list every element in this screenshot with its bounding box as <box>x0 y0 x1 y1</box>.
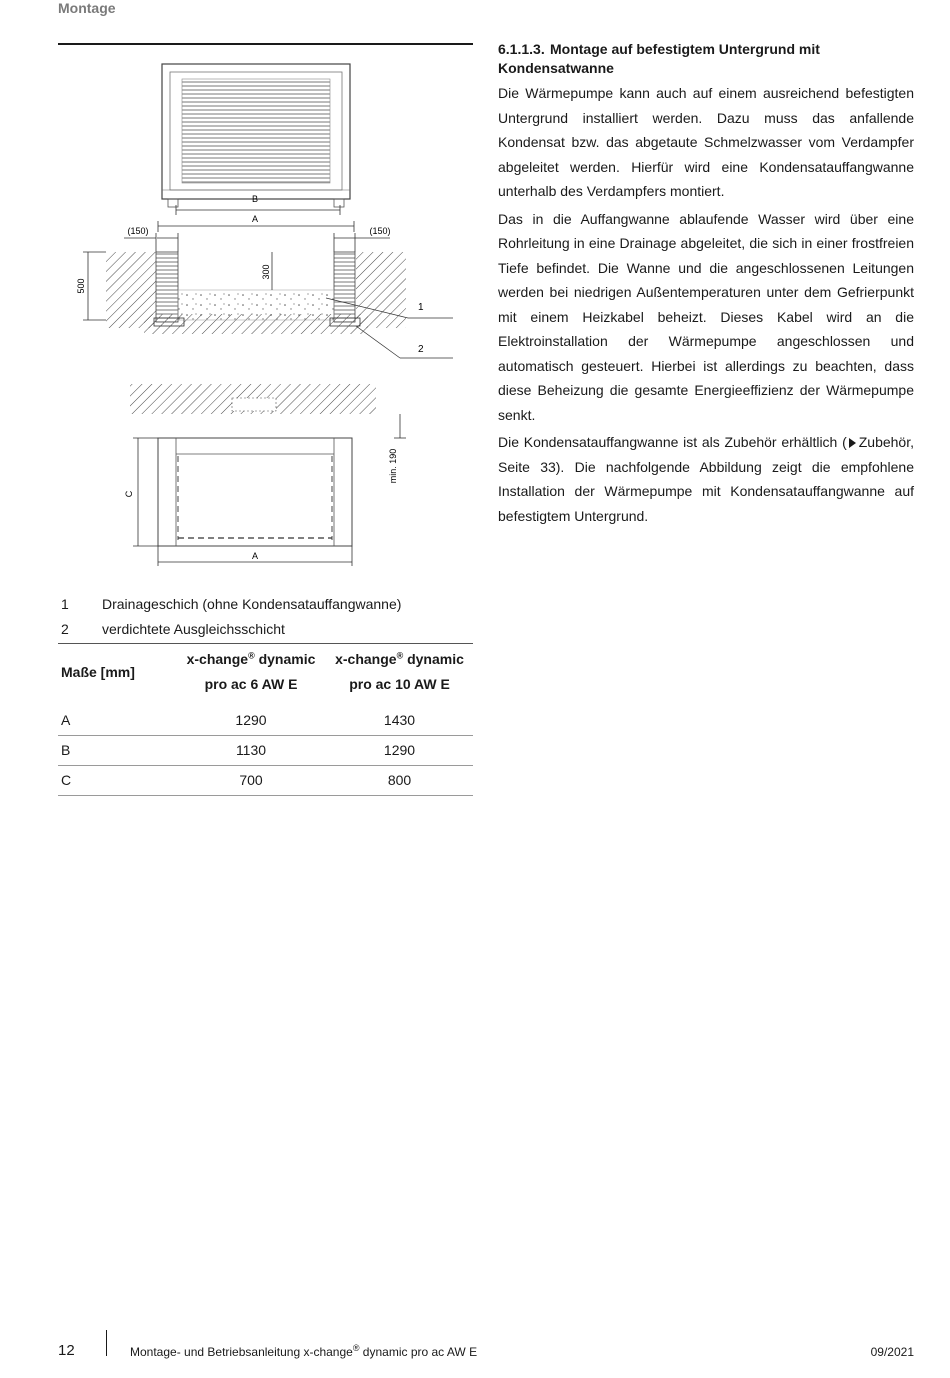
paragraph-text: ). Die nachfolgende Abbildung zeigt die empfohlene Installation der Wärmepumpe mit Kondensatauffangwanne auf befestigtem Untergrund. <box>498 458 914 524</box>
table-col-label: Maße [mm] <box>61 663 135 680</box>
cell-value: 1290 <box>326 735 473 765</box>
table-header-row <box>58 646 473 705</box>
col-header-line1: dynamic <box>403 651 464 667</box>
cross-reference-arrow-icon <box>849 438 856 448</box>
cell-value: 1290 <box>176 705 326 735</box>
figure-legend <box>58 591 473 641</box>
legend-number: 1 <box>61 595 69 612</box>
registered-mark: ® <box>352 1343 360 1353</box>
legend-item <box>58 591 473 616</box>
section-number: 6.1.1.3. <box>498 41 545 57</box>
dimensions-table <box>58 646 473 796</box>
registered-mark: ® <box>396 650 404 661</box>
table-col-header <box>326 646 473 705</box>
header-rule <box>58 43 473 45</box>
offset-right-label: (150) <box>369 226 391 236</box>
cell-value: 800 <box>326 765 473 795</box>
dimension-b-label: B <box>251 194 259 204</box>
paragraph <box>498 430 914 528</box>
col-header-line1: dynamic <box>254 651 316 667</box>
section-heading <box>498 40 914 78</box>
paragraph: Das in die Auffangwanne ablaufende Wasser wird über eine Rohrleitung in eine Drainage abgeleitet, die sich in einer frostfreien Tiefe befindet. Die Wanne und die angeschlossenen Leitungen werden bei niedrigen Außentemperaturen unter dem Gefrierpunkt mit einem Heizkabel beheizt. Dieses Kabel wird an die Elektroinstallation der Wärmepumpe angeschlossen und automatisch gesteuert. Hierbei ist allerdings zu beachten, dass diese Beheizung die gesamte Energieeffizienz der Wärmepumpe senkt. <box>498 210 914 423</box>
section-title: Montage auf befestigtem Untergrund mit Kondensatwanne <box>498 41 820 76</box>
table-row <box>58 765 473 795</box>
footer-date: 09/2021 <box>870 1345 914 1359</box>
row-label: C <box>58 765 176 795</box>
registered-mark: ® <box>248 650 255 661</box>
col-header-line2: pro ac 10 AW E <box>349 676 450 692</box>
installation-figure <box>58 52 473 572</box>
table-row <box>58 735 473 765</box>
page-number: 12 <box>58 1342 75 1359</box>
legend-text: verdichtete Ausgleichsschicht <box>102 620 285 637</box>
dimension-a-label: A <box>251 214 259 224</box>
depth-500-label: 500 <box>76 278 86 294</box>
block-right <box>334 252 355 322</box>
table-col-header <box>176 646 326 705</box>
heat-pump-plan <box>158 438 352 546</box>
col-header-brand: x-change <box>186 651 249 667</box>
legend-rule <box>58 643 473 644</box>
legend-item <box>58 616 473 641</box>
drainage-layer <box>178 290 334 320</box>
legend-text: Drainageschich (ohne Kondensatauffangwanne) <box>102 595 402 612</box>
col-header-brand: x-change <box>335 651 397 667</box>
depth-300-label: 300 <box>261 264 271 280</box>
cell-value: 1430 <box>326 705 473 735</box>
running-header: Montage <box>58 0 116 16</box>
row-label: A <box>58 705 176 735</box>
heat-pump-front <box>162 64 350 207</box>
paragraph-text: Die Kondensatauffangwanne ist als Zubehör erhältlich ( <box>498 434 847 450</box>
offset-left-label: (150) <box>127 226 149 236</box>
callout-2-label: 2 <box>418 344 424 355</box>
footer-divider <box>106 1330 107 1356</box>
table-row <box>58 705 473 735</box>
block-left <box>156 252 178 322</box>
cell-value: 700 <box>176 765 326 795</box>
min-190-label: min. 190 <box>388 448 398 484</box>
paragraph: Die Wärmepumpe kann auch auf einem ausreichend befestigten Untergrund installiert werden. Dazu muss das anfallende Kondensat bzw. das abgetaute Schmelzwasser vom Verdampfer abgeleitet werden. Hierfür wird eine Kondensatauffangwanne unterhalb des Verdampfers montiert. <box>498 85 914 199</box>
col-header-line2: pro ac 6 AW E <box>204 676 298 692</box>
footer-document-title <box>130 1345 477 1359</box>
dimension-a-bottom-label: A <box>251 551 259 561</box>
row-label: B <box>58 735 176 765</box>
section-body <box>498 40 914 528</box>
cross-reference-link[interactable]: Zubehör, Seite 33 <box>498 434 914 475</box>
cell-value: 1130 <box>176 735 326 765</box>
footer-title-part: dynamic pro ac AW E <box>359 1345 478 1359</box>
callout-1-label: 1 <box>418 302 424 313</box>
legend-number: 2 <box>61 620 69 637</box>
dimension-c-label: C <box>124 490 134 498</box>
footer-title-part: Montage- und Betriebsanleitung x-change <box>130 1345 353 1359</box>
